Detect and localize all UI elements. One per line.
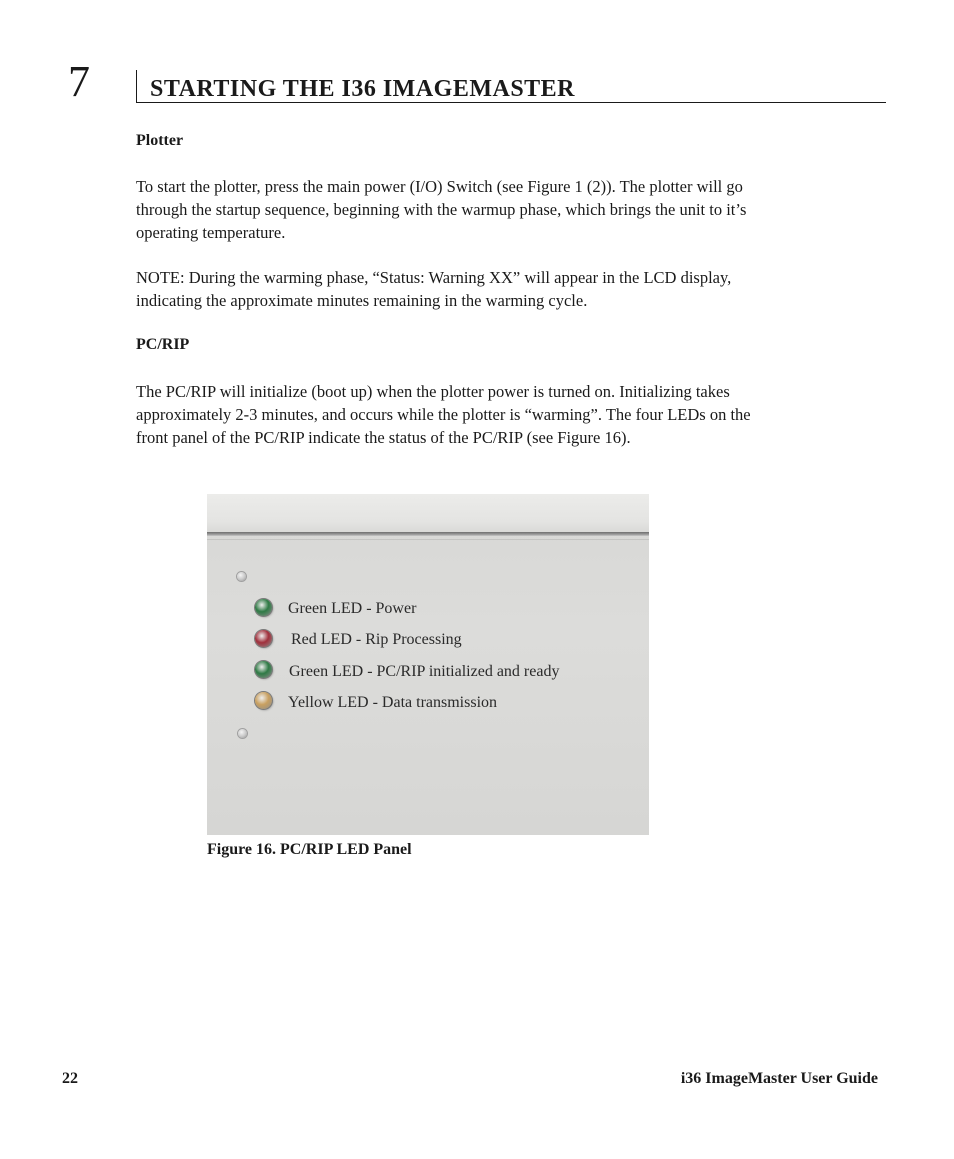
panel-top-edge [207,494,649,534]
led-label-rip-processing: Red LED - Rip Processing [291,631,462,648]
plotter-heading: Plotter [136,132,184,149]
guide-title: i36 ImageMaster User Guide [680,1070,878,1087]
yellow-data-led-icon [255,692,272,709]
panel-screw-top [237,572,246,581]
chapter-rule-vertical [136,70,137,102]
panel-screw-bottom [238,729,247,738]
pcrip-heading: PC/RIP [136,336,190,353]
led-panel-figure [207,494,649,835]
led-label-power: Green LED - Power [288,600,417,617]
chapter-number: 7 [68,57,90,106]
green-ready-led-icon [255,661,272,678]
chapter-title: STARTING THE I36 IMAGEMASTER [150,76,576,102]
figure-caption: Figure 16. PC/RIP LED Panel [207,841,412,858]
plotter-paragraph-startup: To start the plotter, press the main power (I/O) Switch (see Figure 1 (2)). The plotter will go through the startup sequence, beginning with the warmup phase, which brings the unit to it’s operating temperature. [136,177,747,242]
panel-groove [207,532,649,536]
panel-groove-highlight [207,539,649,540]
page-number: 22 [62,1070,78,1087]
led-label-data-transmission: Yellow LED - Data transmission [288,694,498,711]
plotter-paragraph-note: NOTE: During the warming phase, “Status: Warning XX” will appear in the LCD display, indicating the approximate minutes remaining in the warming cycle. [136,268,732,310]
pcrip-paragraph: The PC/RIP will initialize (boot up) when the plotter power is turned on. Initializing takes approximately 2-3 minutes, and occurs while the plotter is “warming”. The four LEDs on the front panel of the PC/RIP indicate the status of the PC/RIP (see Figure 16). [136,382,751,447]
red-processing-led-icon [255,630,272,647]
led-label-initialized: Green LED - PC/RIP initialized and ready [289,663,560,680]
green-power-led-icon [255,599,272,616]
